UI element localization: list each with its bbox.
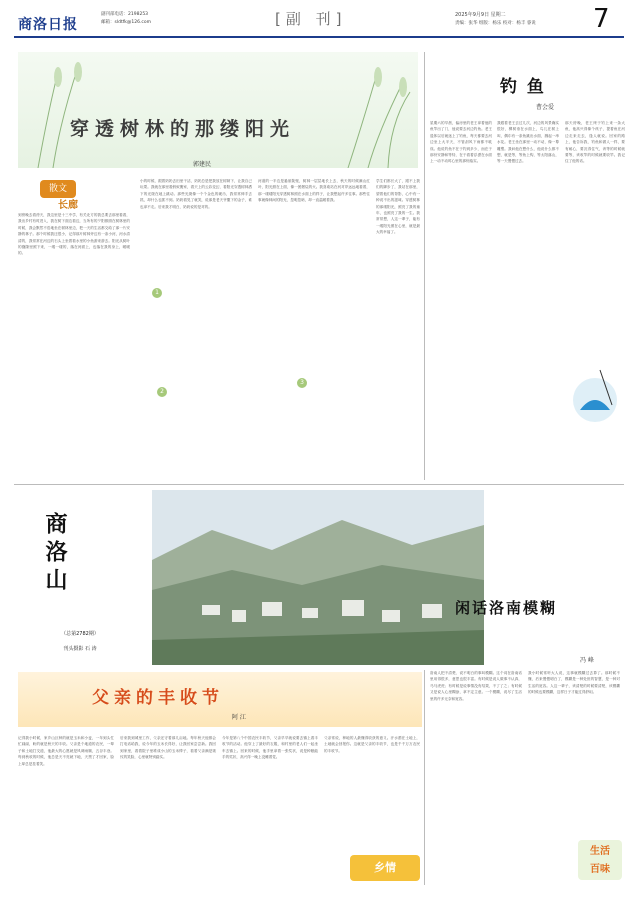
header-rule: [14, 36, 624, 38]
essay3-title: 父亲的丰收节: [92, 688, 224, 708]
essay1-col4: 学生们都长大了，跟不上我们的脚步了，我站在那里，望着他们的背影，心中有一种说不出的滋味。穿透树林的那缕阳光，照亮了我的童年，也照亮了我的一生。我常常想，人这一辈子，能有一缕阳光照在心里，就是最大的幸福了。: [376, 179, 420, 235]
photo-credit: 刊头摄影 石 涛: [63, 646, 97, 652]
essay2-col1: 星期六的早晨，偏房里的老王拿着他的鱼竿出了门，他说要去河边钓鱼。老王退休以后就迷上了钓鱼，每天都要去河边坐上大半天，不管刮风下雨都不耽误。他说钓鱼不在于钓到多少，而在于那份安静和等待，在于看着浮漂在水面上一动不动时心里的那份踏实。: [430, 121, 492, 164]
mid-rule: [14, 484, 624, 485]
section-marker-1: 1: [152, 288, 162, 298]
essay3-col1: 记得我小时候，家乡山区种的就是玉米和小麦，一年到头忙忙碌碌，盼的就是秋天的丰收。父亲是个地道的农民，一辈子和土地打交道，他最大的心愿就是风调雨顺，五谷丰登。每到秋收的时候，他总是天不亮就下地，天黑了才回家，脸上却总是挂着笑。: [18, 736, 114, 766]
fishing-illustration: [570, 360, 620, 430]
issue-date: 2025年9月9日 星期二: [455, 12, 506, 18]
essay3-col4: 父亲常说，种地的人最懂得收获的意义。汗水洒在土地上，土地就会回报你。这就是父亲的丰收节，也是千千万万农民的丰收节。: [324, 736, 420, 753]
essay4-col1: 洛南人把不清楚、说不明白的事叫模糊。这个词在洛南话里用得很多，意思也很丰富。有时候是说人做事不认真，马马虎虎；有时候是说事情没有结果，不了了之；有时候又是说人心里糊涂，拿不定主意。一个模糊，说尽了生活里的许多无奈和宽容。: [430, 671, 522, 701]
landscape-photo: [152, 490, 484, 665]
essay1-col3: 河道的一半边是悬崖陡壁，树林一层层地长上去，秋天的时候满山红叶，阳光照在上面，像一团燃烧的火。我喜欢站在河对岸远远地看着，那一缕缕阳光穿透树林照在水面上的样子，让我想起许多往事。那些往事就像林间的阳光，忽明忽暗，却一直温暖着我。: [258, 179, 370, 203]
essay4-col2: 我小时候常听大人说，这事就模糊过去算了。那时候不懂，后来慢慢明白了，模糊是一种处世的智慧，是一种对生活的宽容。人这一辈子，该清楚的时候要清楚，该模糊的时候也要模糊，这样日子才能过得舒坦。: [528, 671, 620, 695]
section-marker-2: 2: [157, 387, 167, 397]
essay1-banner: [18, 52, 418, 168]
essay4-author: 冯 峰: [580, 657, 594, 664]
essay2-title: 钓 鱼: [500, 77, 546, 97]
essay1-col1: 到傍晚去看傍天，我这里是十三中学，有关北方的我总要去那里看看，我出乡村有时进入，我在树下面边看边，当所有的夕阳都照在树林里的时候，我会默然不语地坐在树林里边，把一天的生活都交给了那一片安静的林子。那个时候我还很小，记得那片树林旁边有一条小河，河水清清的，我常常在河边的石头上坐着看水里的小鱼游来游去。阳光从树叶的缝隙里照下来，一缕一缕的，落在河面上，也落在我的身上，暖暖的。: [18, 213, 130, 256]
essay1-title: 穿透树林的那缕阳光: [70, 118, 296, 140]
essay2-author: 曹会爱: [536, 104, 555, 111]
page-number: 7: [593, 4, 610, 34]
section-title: [副 刊]: [275, 10, 347, 28]
photo-caption-area: [18, 490, 148, 665]
photo-title: 商洛山: [42, 512, 68, 596]
essay3-col3: 今年是第八个中国农民丰收节，父亲早早就说要去镇上看丰收节的活动。他穿上了最好的衣服，和村里的老人们一起坐车去镇上。回来的时候，他手里拿着一张奖状，说是种粮能手的奖状，高兴得一晚上没睡着觉。: [222, 736, 318, 760]
column-badge: 散文: [40, 180, 76, 198]
reed-illustration: [18, 52, 418, 168]
landscape-illustration: [152, 490, 484, 665]
editor-email: 邮箱：sldtfk@126.com: [101, 20, 152, 25]
essay4-badge-line2: 百味: [590, 864, 610, 875]
essay3-author: 阿 江: [232, 714, 246, 721]
essay2-col3: 那天傍晚，老王终于钓上来一条大鱼，他高兴得像个孩子，提着鱼在河边走来走去，逢人就说。回家的路上，他告诉我，钓鱼和做人一样，要有耐心，要沉得住气，该等的时候就要等，该收竿的时候就要收竿。我记住了他的话。: [565, 121, 625, 164]
essay4-badge-line1: 生活: [590, 846, 610, 857]
essay1-author: 郭建民: [193, 161, 212, 168]
staff-line: 责编：张华 组版：杨乐 校对：杨丰 睿说: [455, 21, 536, 26]
essay1-col2: 小的时候，跟着奶奶去田里干活，奶奶总是把我放在树荫下，让我自己玩耍。我就在那里看蚂蚁搬家，看天上的云彩变幻，看阳光穿透树林洒下的光斑在地上跳动。那些光斑像一个个金色的硬币，我常常伸手去抓，却什么也抓不到。奶奶看见了就笑，说那是老天爷撒下的金子，谁也拿不走。后来我才明白，奶奶说的是对的。: [140, 179, 252, 209]
editor-phone: 副刊部电话：2198253: [101, 12, 149, 17]
photo-issue: （总第2782期）: [61, 631, 99, 637]
essay4-badge: [578, 840, 622, 880]
essay3-col2: 后来我到城里工作，父亲还守着那几亩地。每年秋天他都会打电话给我，说今年的玉米长得好，让我回家尝尝新。我回到家里，看着院子里堆成小山的玉米棒子，看着父亲满是皱纹的笑脸，心里就特别踏实。: [120, 736, 216, 760]
essay4-title: 闲话洛南模糊: [455, 599, 558, 617]
essay2-col2: 我跟着老王去过几次，河边的风景确实很好，柳树垂在水面上，鸟儿在树上叫，偶尔有一条鱼跳出水面，溅起一串水花。老王坐在那里一动不动，像一尊雕塑。我问他在想什么，他说什么都不想，就是等，等鱼上钩，等太阳落山，等一天慢慢过去。: [497, 121, 559, 164]
column-divider: [424, 52, 425, 480]
section-marker-3: 3: [297, 378, 307, 388]
paper-name: 商洛日报: [18, 17, 78, 33]
essay3-badge: 乡情: [350, 855, 420, 881]
column-divider-lower: [424, 670, 425, 885]
column-badge-sub: 长廊: [58, 200, 78, 211]
